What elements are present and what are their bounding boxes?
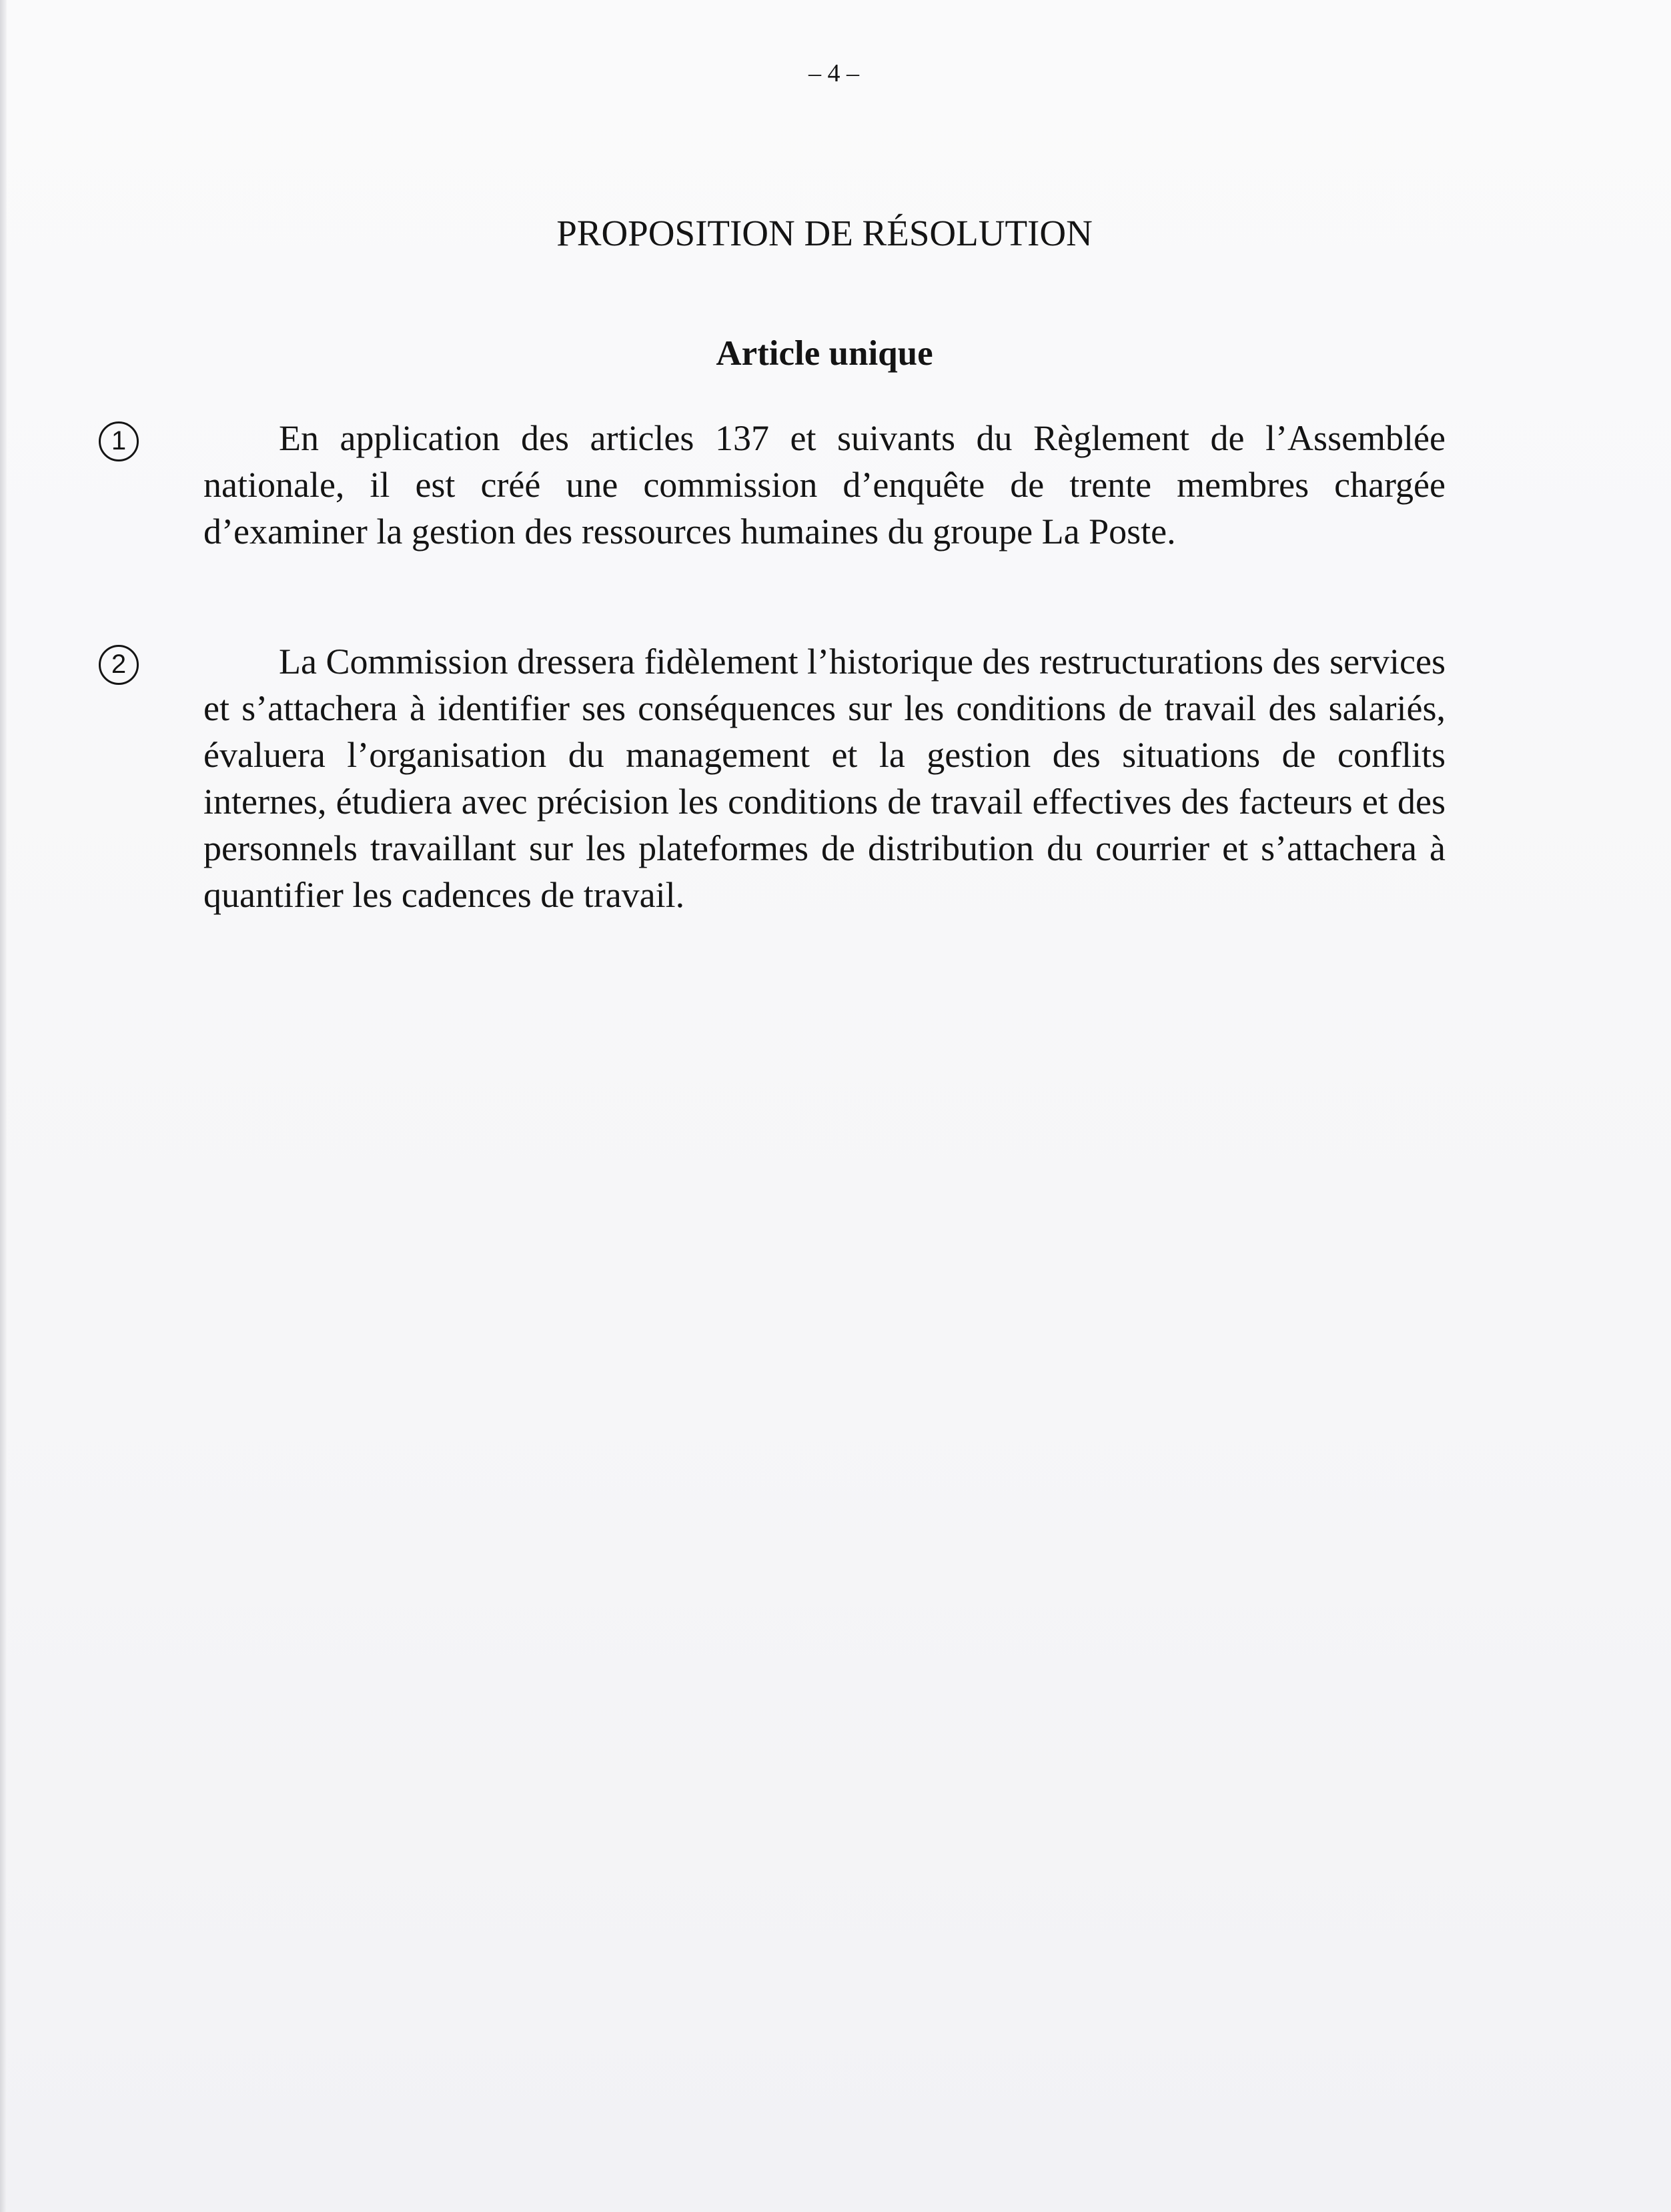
page-edge-shadow	[0, 0, 7, 2212]
article-heading: Article unique	[716, 334, 933, 373]
paragraph-number-marker: 1	[99, 421, 139, 461]
paragraph-number-marker: 2	[99, 645, 139, 685]
page-number: – 4 –	[808, 59, 859, 87]
paragraph-1: En application des articles 137 et suivants du Règlement de l’Assemblée nationale, il est créé une commission d’enquête de trente membres chargée d’examiner la gestion des ressources humaines du groupe La Poste.	[203, 418, 1446, 551]
document-title: PROPOSITION DE RÉSOLUTION	[556, 213, 1093, 253]
paragraph-2: La Commission dressera fidèlement l’historique des restructurations des services et s’attachera à identifier ses conséquences sur les conditions de travail des salariés, évaluera l’organisation du management et la gestion des situations de conflits internes, étudiera avec précision les conditions de travail effectives des facteurs et des personnels travaillant sur les plateformes de distribution du courrier et s’attachera à quantifier les cadences de travail.	[203, 642, 1446, 915]
